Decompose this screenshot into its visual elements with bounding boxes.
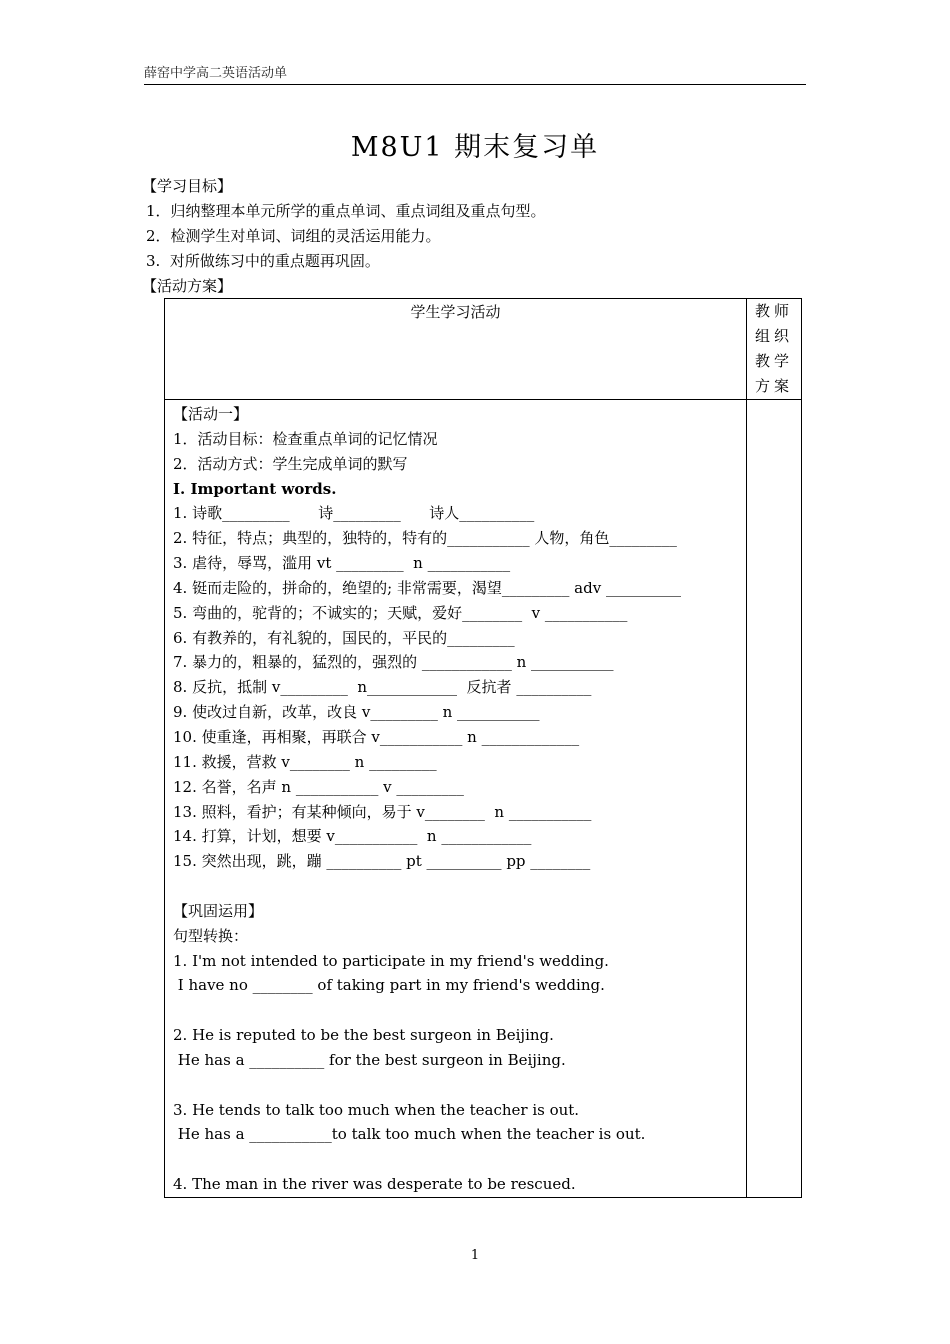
teacher-header-line: 方案	[754, 377, 793, 395]
teacher-header-line: 教学	[754, 352, 793, 370]
plan-heading: 【活动方案】	[142, 277, 233, 295]
blank-line	[173, 874, 746, 899]
blank-line	[173, 998, 746, 1023]
page-title: M8U1 期末复习单	[350, 132, 600, 163]
sentence-original: 4. The man in the river was desperate to be rescued.	[173, 1175, 576, 1194]
teacher-plan-body	[747, 400, 802, 1198]
sentence-rewrite: I have no ________ of taking part in my friend's wedding.	[173, 976, 605, 995]
student-activity-body	[165, 400, 747, 1198]
page-number: 1	[470, 1248, 480, 1263]
student-activity-header-text: 学生学习活动	[410, 303, 501, 321]
teacher-header-line: 教师	[754, 302, 793, 320]
word-item: 8. 反抗，抵制 v_________ n____________ 反抗者 __________	[173, 678, 592, 697]
teacher-header-line: 组织	[754, 327, 793, 345]
word-item: 9. 使改过自新，改革，改良 v_________ n ___________	[173, 703, 540, 722]
activity-goal: 1．活动目标：检查重点单词的记忆情况	[173, 429, 438, 448]
blank-line	[173, 1073, 746, 1098]
activity-heading: 【活动一】	[173, 405, 249, 423]
word-item: 3. 虐待，辱骂，滥用 vt _________ n ___________	[173, 554, 511, 573]
consolidation-subheading: 句型转换：	[173, 926, 249, 945]
objective-item: 3. 对所做练习中的重点题再巩固。	[146, 252, 380, 270]
word-item: 1. 诗歌_________ 诗_________ 诗人__________	[173, 504, 535, 523]
word-item: 7. 暴力的，粗暴的，猛烈的，强烈的 ____________ n ___________	[173, 653, 614, 672]
objective-item: 1．归纳整理本单元所学的重点单词、重点词组及重点句型。	[146, 202, 546, 220]
word-item: 2. 特征，特点；典型的，独特的，特有的___________ 人物，角色_________	[173, 529, 677, 548]
consolidation-heading: 【巩固运用】	[173, 901, 264, 920]
word-item: 11. 救援，营救 v________ n _________	[173, 752, 437, 771]
sentence-rewrite: He has a ___________to talk too much when the teacher is out.	[173, 1125, 646, 1144]
sentence-rewrite: He has a __________ for the best surgeon in Beijing.	[173, 1050, 566, 1069]
teacher-plan-header	[747, 299, 802, 400]
student-activity-header	[165, 299, 747, 400]
activity-table	[164, 298, 802, 1198]
word-item: 14. 打算，计划，想要 v___________ n ____________	[173, 827, 532, 846]
objective-item: 2．检测学生对单词、词组的灵活运用能力。	[146, 227, 441, 245]
word-item: 4. 铤而走险的，拼命的，绝望的; 非常需要，渴望_________ adv __________	[173, 578, 681, 597]
section-title: I. Important words.	[173, 479, 337, 498]
word-item: 13. 照料，看护；有某种倾向，易于 v________ n ___________	[173, 802, 592, 821]
activity-method: 2．活动方式：学生完成单词的默写	[173, 454, 408, 473]
sentence-original: 1. I'm not intended to participate in my friend's wedding.	[173, 951, 609, 970]
word-item: 15. 突然出现，跳，蹦 __________ pt __________ pp ________	[173, 852, 591, 871]
sentence-original: 2. He is reputed to be the best surgeon in Beijing.	[173, 1026, 554, 1045]
sentence-original: 3. He tends to talk too much when the teacher is out.	[173, 1100, 580, 1119]
objectives-heading: 【学习目标】	[142, 177, 233, 195]
word-item: 10. 使重逢，再相聚，再联合 v___________ n _____________	[173, 727, 580, 746]
word-item: 5. 弯曲的，驼背的；不诚实的；天赋，爱好________ v ___________	[173, 603, 628, 622]
page-header: 薛窑中学高二英语活动单	[144, 66, 806, 85]
blank-line	[173, 1147, 746, 1172]
word-item: 6. 有教养的，有礼貌的，国民的，平民的_________	[173, 628, 515, 647]
word-item: 12. 名誉，名声 n ___________ v _________	[173, 777, 464, 796]
